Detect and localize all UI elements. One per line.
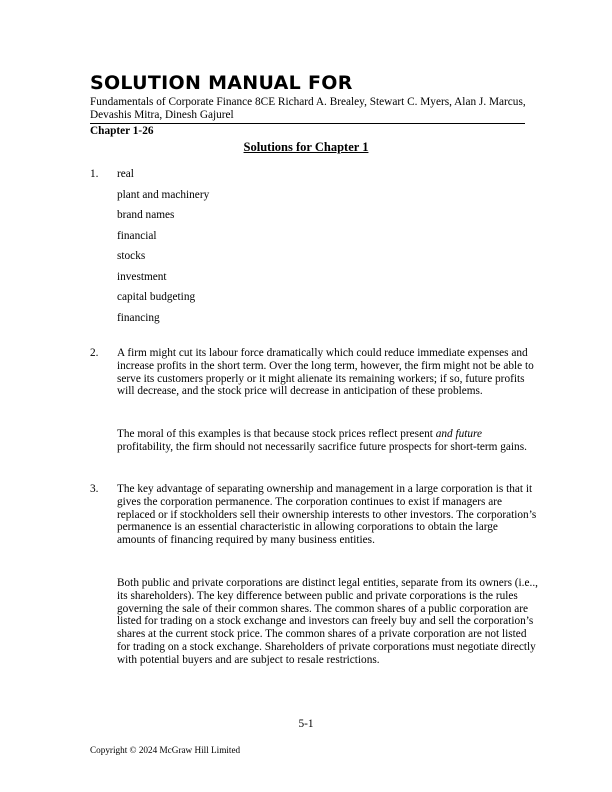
emphasis-text: and future bbox=[435, 428, 483, 440]
book-citation: Fundamentals of Corporate Finance 8CE Richard A. Brealey, Stewart C. Myers, Alan J. Marcus, Devashis Mitra, Dinesh Gajurel bbox=[90, 96, 526, 121]
answer-term: real bbox=[117, 168, 134, 180]
question-number: 1. bbox=[90, 168, 99, 180]
answer-term: brand names bbox=[117, 209, 175, 221]
answer-term: capital budgeting bbox=[117, 291, 196, 303]
page-number: 5-1 bbox=[298, 718, 314, 730]
question-number: 3. bbox=[90, 483, 99, 495]
answer-term: investment bbox=[117, 271, 167, 283]
answer-term: plant and machinery bbox=[117, 189, 210, 201]
paragraph-text: profitability, the firm should not necessarily sacrifice future prospects for short-term gains. bbox=[117, 440, 527, 453]
paragraph-text: The moral of this examples is that because stock prices reflect present bbox=[117, 428, 436, 440]
manual-title: SOLUTION MANUAL FOR bbox=[90, 72, 353, 94]
answer-paragraph: The key advantage of separating ownership and management in a large corporation is that it gives the corporation permanence. The corporation continues to exist if managers are replaced or if stockholders sell their ownership interests to other investors. The corporation’s permanence is an essential characteristic in allowing corporations to obtain the large amounts of financing required by many business entities. bbox=[117, 483, 537, 547]
answer-paragraph: Both public and private corporations are distinct legal entities, separate from its owners (i.e.., its shareholders). The key difference between public and private corporations is the rules governing the sale of their common shares. The common shares of a public corporation are listed for trading on a stock exchange and investors can freely buy and sell the corporation’s shares at the current stock price. The common shares of a private corporation are not listed for trading on a stock exchange. Shareholders of private corporations must negotiate directly with potential buyers and are subject to resale restrictions. bbox=[117, 577, 538, 666]
answer-paragraph: A firm might cut its labour force dramatically which could reduce immediate expenses and increase profits in the short term. Over the long term, however, the firm might not be able to serve its customers properly or it might alienate its remaining workers; if so, future profits will decrease, and the stock price will decrease in anticipation of these problems. bbox=[117, 347, 534, 398]
answer-paragraph bbox=[117, 428, 538, 454]
header-divider bbox=[90, 123, 525, 124]
question-number: 2. bbox=[90, 347, 99, 359]
page-heading: Solutions for Chapter 1 bbox=[243, 140, 369, 154]
answer-term: financing bbox=[117, 312, 160, 324]
answer-term: financial bbox=[117, 230, 157, 242]
copyright-notice: Copyright © 2024 McGraw Hill Limited bbox=[90, 745, 241, 755]
chapter-range: Chapter 1-26 bbox=[90, 125, 154, 137]
answer-term: stocks bbox=[117, 250, 146, 262]
